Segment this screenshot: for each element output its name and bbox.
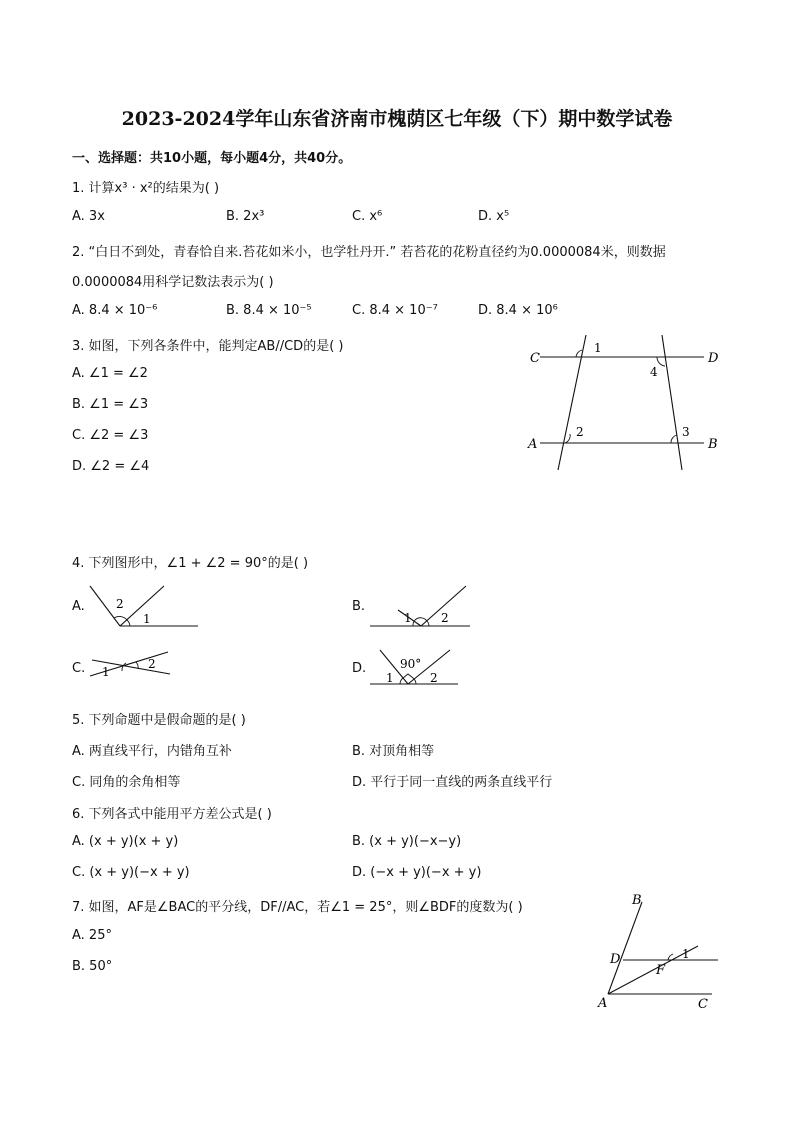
q4a-angle-2: 2: [116, 597, 124, 611]
q7-label-f: F: [656, 963, 666, 978]
question-5-stem: 5. 下列命题中是假命题的是( ): [72, 713, 246, 728]
q5-option-c[interactable]: C. 同角的余角相等: [72, 775, 181, 790]
q5-option-d[interactable]: D. 平行于同一直线的两条直线平行: [352, 775, 553, 790]
q4-option-b[interactable]: B.: [352, 599, 366, 614]
q7-label-c: C: [698, 997, 708, 1012]
section-heading: 一、选择题：共10小题，每小题4分，共40分。: [72, 151, 352, 166]
q5-option-b[interactable]: B. 对顶角相等: [352, 744, 435, 759]
page-title: 2023-2024学年山东省济南市槐荫区七年级（下）期中数学试卷: [121, 108, 673, 130]
q3-option-b[interactable]: B. ∠1 = ∠3: [72, 397, 149, 412]
q6-option-c[interactable]: C. (x + y)(−x + y): [72, 865, 190, 880]
q4-figure-b: [366, 580, 476, 632]
q4d-angle-2: 2: [430, 671, 438, 685]
q7-label-d: D: [610, 952, 621, 967]
q4-figure-d: [366, 644, 466, 690]
q4b-angle-2: 2: [441, 611, 449, 625]
q4b-angle-1: 1: [404, 611, 412, 625]
q4-option-c[interactable]: C.: [72, 661, 86, 676]
q3-option-c[interactable]: C. ∠2 = ∠3: [72, 428, 149, 443]
q3-option-d[interactable]: D. ∠2 = ∠4: [72, 459, 150, 474]
q1-option-b[interactable]: B. 2x³: [226, 209, 265, 224]
q3-option-a[interactable]: A. ∠1 = ∠2: [72, 366, 148, 381]
q2-option-c[interactable]: C. 8.4 × 10⁻⁷: [352, 303, 438, 318]
q2-option-a[interactable]: A. 8.4 × 10⁻⁶: [72, 303, 158, 318]
q2-option-d[interactable]: D. 8.4 × 10⁶: [478, 303, 558, 318]
q7-angle-1: 1: [682, 947, 690, 961]
q6-option-d[interactable]: D. (−x + y)(−x + y): [352, 865, 482, 880]
question-2-stem-line1: 2. “白日不到处，青春恰自来.苔花如米小，也学牡丹开.” 若苔花的花粉直径约为0.0000084米，则数据: [72, 245, 666, 260]
label-a: A: [528, 437, 538, 452]
question-7-stem: 7. 如图，AF是∠BAC的平分线，DF//AC，若∠1 = 25°，则∠BDF的度数为( ): [72, 900, 523, 915]
q6-option-b[interactable]: B. (x + y)(−x−y): [352, 834, 462, 849]
question-6-stem: 6. 下列各式中能用平方差公式是( ): [72, 807, 272, 822]
angle-label-2: 2: [576, 425, 584, 439]
question-4-stem: 4. 下列图形中，∠1 + ∠2 = 90°的是( ): [72, 556, 309, 571]
q1-option-d[interactable]: D. x⁵: [478, 209, 510, 224]
q4-figure-c: [86, 646, 176, 682]
q4a-angle-1: 1: [143, 612, 151, 626]
q4d-angle-1: 1: [386, 671, 394, 685]
q4d-right-angle-label: 90°: [400, 657, 422, 671]
q4c-angle-1: 1: [102, 665, 110, 679]
label-c: C: [530, 351, 540, 366]
q3-figure: [520, 330, 730, 480]
question-3-stem: 3. 如图，下列各条件中，能判定AB//CD的是( ): [72, 339, 344, 354]
angle-label-4: 4: [650, 365, 658, 379]
q4c-angle-2: 2: [148, 657, 156, 671]
q7-figure: [590, 890, 730, 1015]
q7-option-b[interactable]: B. 50°: [72, 959, 113, 974]
q4-figure-a: [86, 580, 206, 632]
question-2-stem-line2: 0.0000084用科学记数法表示为( ): [72, 275, 274, 290]
q7-option-a[interactable]: A. 25°: [72, 928, 112, 943]
q5-option-a[interactable]: A. 两直线平行，内错角互补: [72, 744, 232, 759]
q4-option-a[interactable]: A.: [72, 599, 85, 614]
q6-option-a[interactable]: A. (x + y)(x + y): [72, 834, 179, 849]
q2-option-b[interactable]: B. 8.4 × 10⁻⁵: [226, 303, 312, 318]
q1-option-c[interactable]: C. x⁶: [352, 209, 383, 224]
q7-label-b: B: [632, 893, 642, 908]
label-b: B: [708, 437, 718, 452]
question-1-stem: 1. 计算x³ · x²的结果为( ): [72, 181, 220, 196]
angle-label-1: 1: [594, 341, 602, 355]
q4-option-d[interactable]: D.: [352, 661, 367, 676]
angle-label-3: 3: [682, 425, 690, 439]
q7-label-a: A: [598, 996, 608, 1011]
label-d: D: [708, 351, 719, 366]
q1-option-a[interactable]: A. 3x: [72, 209, 105, 224]
